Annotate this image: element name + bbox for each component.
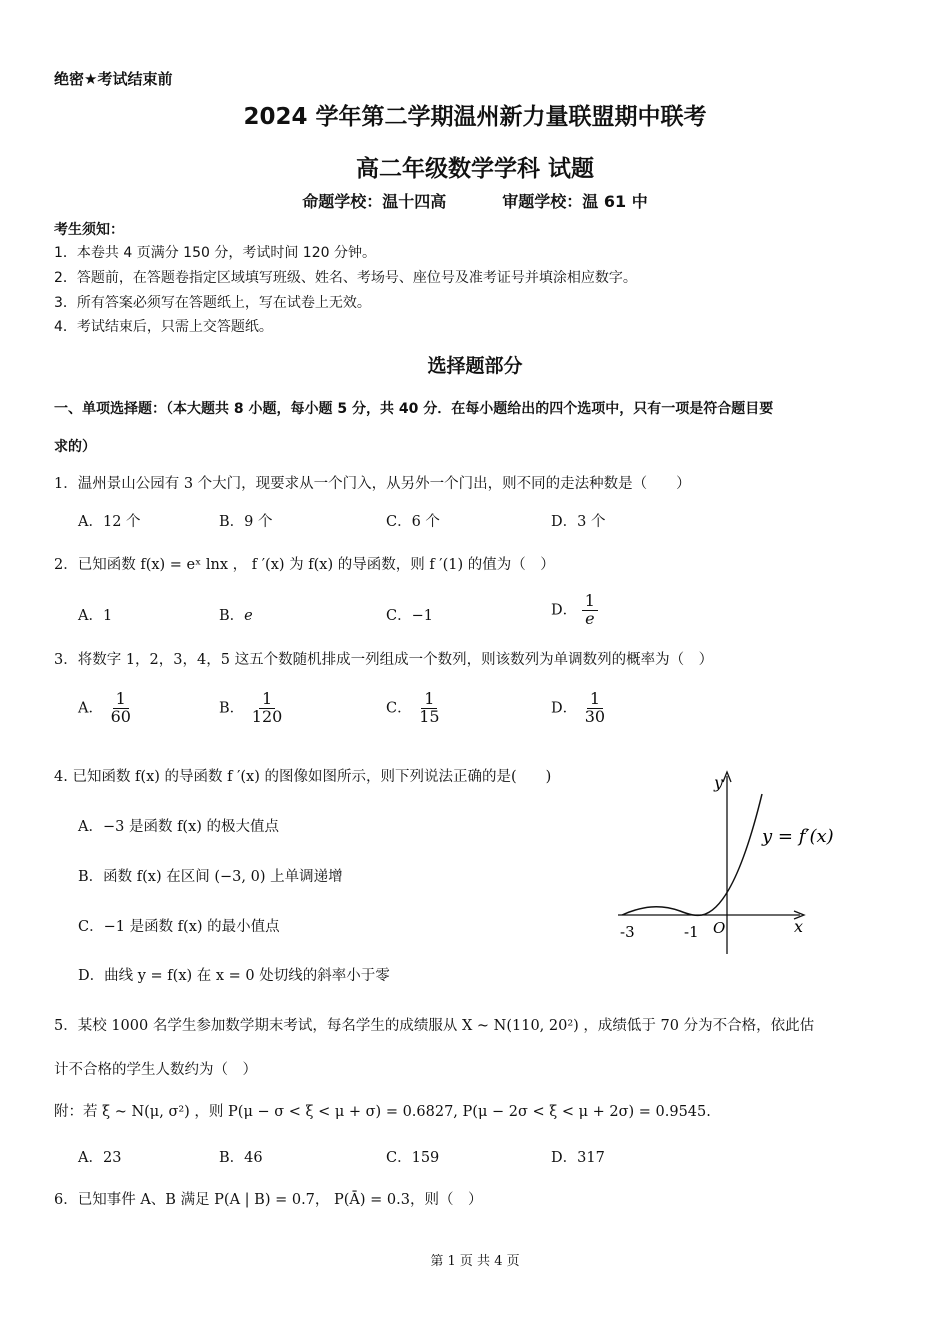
notice-item: 3．所有答案必须写在答题纸上，写在试卷上无效。: [54, 295, 371, 311]
q1-option-d: D．3 个: [551, 514, 606, 530]
q4-option-d: D．曲线 y = f(x) 在 x = 0 处切线的斜率小于零: [78, 968, 390, 984]
q2-option-a: A．1: [78, 608, 113, 624]
notice-item: 2．答题前，在答题卷指定区域填写班级、姓名、考场号、座位号及准考证号并填涂相应数字。: [54, 270, 637, 286]
denominator: 120: [251, 706, 283, 726]
reviewer-school: 审题学校：温 61 中: [502, 192, 648, 211]
author-school: 命题学校：温十四高: [302, 192, 447, 211]
q3-option-a: [78, 691, 134, 726]
q2-option-c: C．−1: [386, 608, 433, 624]
option-label: B．: [219, 700, 245, 717]
page-footer: 第 1 页 共 4 页: [430, 1254, 520, 1269]
q3-option-b: [219, 691, 285, 726]
section-heading-cont: 求的）: [54, 439, 96, 455]
confidential-label: 绝密★考试结束前: [54, 70, 173, 88]
notice-item: 1．本卷共 4 页满分 150 分，考试时间 120 分钟。: [54, 245, 376, 261]
fraction: [582, 691, 608, 726]
q2-option-d: [551, 593, 598, 628]
question-5: 5．某校 1000 名学生参加数学期末考试，每名学生的成绩服从 X ~ N(110, 20²) ，成绩低于 70 分为不合格，依此估: [54, 1018, 815, 1034]
origin-label: O: [713, 919, 726, 937]
q1-option-a: A．12 个: [78, 514, 141, 530]
q2-option-b: [219, 604, 253, 625]
notice-heading: 考生须知：: [54, 222, 124, 238]
part-title: 选择题部分: [427, 355, 523, 377]
denominator: e: [585, 608, 595, 628]
option-label: A．: [78, 700, 103, 717]
denominator: 15: [419, 706, 440, 726]
tick-label-minus-1: -1: [684, 923, 699, 941]
option-label: D．: [551, 602, 578, 619]
numerator: 1: [582, 593, 598, 611]
q5-option-d: D．317: [551, 1150, 605, 1166]
option-label: D．: [551, 700, 578, 717]
curve-label: y = f′(x): [762, 826, 834, 847]
q4-option-c: C．−1 是函数 f(x) 的最小值点: [78, 919, 280, 935]
fraction: [582, 593, 598, 628]
q5-option-c: C．159: [386, 1150, 440, 1166]
q3-option-c: [386, 691, 443, 726]
derivative-graph: [612, 766, 852, 961]
question-3: 3．将数字 1，2，3，4，5 这五个数随机排成一列组成一个数列，则该数列为单调数列的概率为（ ）: [54, 652, 714, 668]
numerator: 1: [587, 691, 603, 709]
numerator: 1: [259, 691, 275, 709]
option-label: C．: [386, 700, 412, 717]
q4-option-a: A．−3 是函数 f(x) 的极大值点: [78, 819, 280, 835]
numerator: 1: [421, 691, 437, 709]
option-value: e: [244, 608, 253, 624]
denominator: 30: [584, 706, 606, 726]
notice-item: 4．考试结束后，只需上交答题纸。: [54, 319, 273, 335]
q5-option-a: A．23: [78, 1150, 122, 1166]
denominator: 60: [110, 706, 131, 726]
option-label: B．: [219, 608, 245, 624]
q5-option-b: B．46: [219, 1150, 263, 1166]
fraction: [416, 691, 442, 726]
exam-subtitle: 高二年级数学学科 试题: [355, 156, 594, 182]
x-axis-label: x: [794, 917, 804, 936]
schools-line: [0, 189, 950, 212]
q1-option-b: B．9 个: [219, 514, 273, 530]
tick-label-minus-3: -3: [620, 923, 635, 941]
curve-f-prime: [622, 794, 762, 915]
question-6: 6．已知事件 A、B 满足 P(A | B) = 0.7， P(Ā) = 0.3，则（ ）: [54, 1192, 483, 1208]
q4-option-b: B．函数 f(x) 在区间 (−3, 0) 上单调递增: [78, 869, 343, 885]
y-axis-label: y: [714, 773, 724, 792]
numerator: 1: [113, 691, 129, 709]
q1-option-c: C．6 个: [386, 514, 440, 530]
fraction: [249, 691, 286, 726]
fraction: [108, 691, 134, 726]
question-2: 2．已知函数 f(x) = eˣ lnx ， f ′(x) 为 f(x) 的导函数，则 f ′(1) 的值为（ ）: [54, 557, 555, 573]
section-heading: 一、单项选择题：（本大题共 8 小题，每小题 5 分，共 40 分．在每小题给出的四个选项中，只有一项是符合题目要: [54, 401, 774, 417]
question-4: 4. 已知函数 f(x) 的导函数 f ′(x) 的图像如图所示，则下列说法正确的是( ): [54, 769, 552, 785]
question-5-cont: 计不合格的学生人数约为（ ）: [54, 1062, 257, 1078]
q3-option-d: [551, 691, 608, 726]
question-1: 1．温州景山公园有 3 个大门，现要求从一个门入，从另外一个门出，则不同的走法种数是（ ）: [54, 476, 691, 492]
exam-title: 2024 学年第二学期温州新力量联盟期中联考: [243, 104, 707, 130]
question-5-appendix: 附：若 ξ ~ N(μ, σ²) ，则 P(μ − σ < ξ < μ + σ) = 0.6827, P(μ − 2σ < ξ < μ + 2σ) = 0.9545.: [54, 1104, 711, 1120]
